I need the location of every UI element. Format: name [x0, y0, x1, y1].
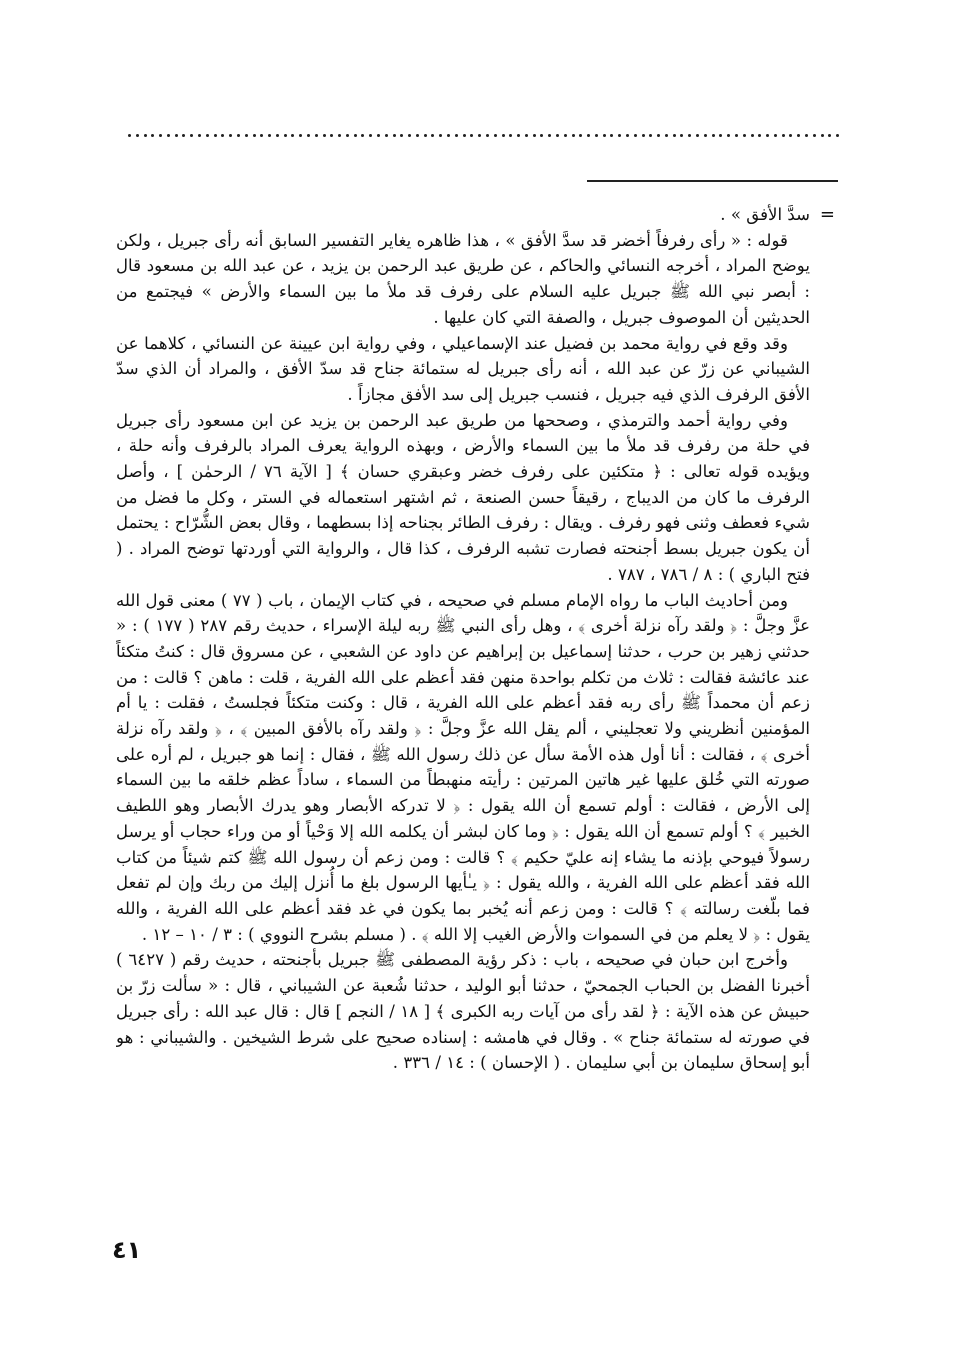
dot [766, 134, 769, 137]
dot [525, 134, 528, 137]
dot [587, 134, 590, 137]
dot [470, 134, 473, 137]
dot [712, 134, 715, 137]
dot [338, 134, 341, 137]
dot [758, 134, 761, 137]
dot [603, 134, 606, 137]
dot [618, 134, 621, 137]
dot [610, 134, 613, 137]
dot [346, 134, 349, 137]
dot [836, 134, 839, 137]
footnote-rule [587, 180, 838, 182]
dot [455, 134, 458, 137]
paragraph: وأخرج ابن حبان في صحيحه ، باب : ذكر رؤية المصطفى ﷺ جبريل بأجنحته ، حديث رقم ( ٦٤٢٧ ) أخبرنا الفضل بن الحباب الجمحيّ ، حدثنا أبو الوليد ، حدثنا شُعبة عن الشيباني ، قال : « سألت زرّ بن حبيش عن هذه الآية : ﴿ لقد رأى من آيات ربه الكبرى ﴾ [ ١٨ / النجم ] قال : قال عبد الله : رأى جبريل في صورته له ستمائة جناح » . وقال في هامشه : إسناده صحيح على شرط الشيخين . والشيباني : هو أبو إسحاق سليمان بن أبي سليمان . ( الإحسان ) : ١٤ / ٣٣٦ . [116, 950, 810, 1073]
paragraph: ومن أحاديث الباب ما رواه الإمام مسلم في صحيحه ، في كتاب الإيمان ، باب ( ٧٧ ) معنى قول الله عزَّ وجلَّ : ﴿ ولقد رآه نزلة أخرى ﴾ ، وهل رأى النبي ﷺ ربه ليلة الإسراء ، حديث رقم ٢٨٧ ( ١٧٧ ) : « حدثني زهير بن حرب ، حدثنا إسماعيل بن إبراهيم عن داود عن الشعبي ، عن مسروق قال : كنتُ متكئاً عند عائشة فقالت : ثلاث من تكلم بواحدة منهن فقد أعظم على الله الفرية ، قلت : ماهن ؟ قالت : من زعم أن محمداً ﷺ رأى ربه فقد أعظم على الله الفرية ، قال : وكنت متكئاً فجلستُ ، فقلت : يا أم المؤمنين أنظريني ولا تعجليني ، ألم يقل الله عزَّ وجلَّ : ﴿ ولقد رآه بالأفق المبين ﴾ ، ﴿ ولقد رآه نزلة أخرى ﴾ ، فقالت : أنا أول هذه الأمة سأل عن ذلك رسول الله ﷺ ، فقال : إنما هو جبريل ، لم أره على صورته التي خُلق عليها غير هاتين المرتين : رأيته منهبطاً من السماء ، ساداً عظم خلقه ما بين السماء إلى الأرض ، فقالت : أولم تسمع أن الله يقول : ﴿ لا تدركه الأبصار وهو يدرك الأبصار وهو اللطيف الخبير ﴾ ؟ أولم تسمع أن الله يقول : ﴿ وما كان لبشر أن يكلمه الله إلا وَحْياً أو من وراء حجاب أو يرسل رسولاً فيوحي بإذنه ما يشاء إنه عليّ حكيم ﴾ ؟ قالت : ومن زعم أن رسول الله ﷺ كتم شيئاً من كتاب الله فقد أعظم على الله الفرية ، والله يقول : ﴿ يـٰأيها الرسول بلغ ما أُنزل إليك من ربك وإن لم تفعل فما بلّغت رسالته ﴾ ؟ قالت : ومن زعم أنه يُخبر بما يكون في غد فقد أعظم على الله الفرية ، والله يقول : ﴿ لا يعلم من في السموات والأرض الغيب إلا الله ﴾ . ( مسلم بشرح النووي ) : ٣ / ١٠ – ١٢ . [116, 590, 810, 944]
dot [159, 134, 162, 137]
dot [751, 134, 754, 137]
dot [128, 134, 131, 137]
dot [424, 134, 427, 137]
dot [634, 134, 637, 137]
dot [502, 134, 505, 137]
dot [774, 134, 777, 137]
dot [564, 134, 567, 137]
dot [260, 134, 263, 137]
dot [237, 134, 240, 137]
continuation-marker: = [819, 204, 835, 225]
dot [517, 134, 520, 137]
dot [439, 134, 442, 137]
paragraph: وفي رواية أحمد والترمذي ، وصححها من طريق عبد الرحمن بن يزيد عن ابن مسعود رأى جبريل في حلة من رفرف قد ملأ ما بين السماء والأرض ، وبهذه الرواية يعرف المراد بالرفرف وأنه حلة ، ويؤيده قوله تعالى : ﴿ متكئين على رفرف خضر وعبقري حسان ﴾ [ الآية ٧٦ / الرحمٰن ] ، وأصل الرفرف ما كان من الديباج ، رقيقاً حسن الصنعة ، ثم اشتهر استعماله في الستر ، وكل ما فضل من شيء فعطف وثنى فهو رفرف . ويقال : رفرف الطائر بجناحه إذا بسطهما ، وقال بعض الشُّرّاح : يحتمل أن يكون جبريل بسط أجنحته فصارت تشبه الرفرف ، كذا قال ، والرواية التي أوردتها توضح المراد . ( فتح الباري ) : ٨ / ٧٨٦ ، ٧٨٧ . [116, 410, 810, 584]
footnote-text [116, 202, 810, 1212]
dot [579, 134, 582, 137]
dot [416, 134, 419, 137]
dot [307, 134, 310, 137]
dot [789, 134, 792, 137]
dot [268, 134, 271, 137]
dot [221, 134, 224, 137]
dot [805, 134, 808, 137]
dot [151, 134, 154, 137]
dot [642, 134, 645, 137]
dot [284, 134, 287, 137]
dot [533, 134, 536, 137]
dot [797, 134, 800, 137]
dot [315, 134, 318, 137]
dot [377, 134, 380, 137]
dot [214, 134, 217, 137]
dot [665, 134, 668, 137]
dot [727, 134, 730, 137]
dot [828, 134, 831, 137]
dot [657, 134, 660, 137]
dot [276, 134, 279, 137]
dot [431, 134, 434, 137]
dot [463, 134, 466, 137]
dot [548, 134, 551, 137]
dot [813, 134, 816, 137]
dot [354, 134, 357, 137]
dot [743, 134, 746, 137]
dot [393, 134, 396, 137]
dot [680, 134, 683, 137]
dot [572, 134, 575, 137]
dot [330, 134, 333, 137]
dot [182, 134, 185, 137]
dot [540, 134, 543, 137]
dot [704, 134, 707, 137]
dot [175, 134, 178, 137]
dot [673, 134, 676, 137]
paragraph: قوله : « رأى رفرفاً أخضر قد سدَّ الأفق » ، هذا ظاهره يغاير التفسير السابق أنه رأى جبريل ، ولكن يوضح المراد ، أخرجه النسائي والحاكم ، عن طريق عبد الرحمن بن يزيد ، عن عبد الله بن مسعود قال : أبصر نبي الله ﷺ جبريل عليه السلام على رفرف قد ملأ ما بين السماء والأرض » فيجتمع من الحديثين أن الموصوف جبريل ، والصفة التي كان عليها . [116, 230, 810, 327]
dot [509, 134, 512, 137]
dot [167, 134, 170, 137]
dot [595, 134, 598, 137]
dot [556, 134, 559, 137]
dot [323, 134, 326, 137]
dot [494, 134, 497, 137]
dot [144, 134, 147, 137]
dot [198, 134, 201, 137]
dot [291, 134, 294, 137]
dot [486, 134, 489, 137]
dot [299, 134, 302, 137]
dot [719, 134, 722, 137]
dot [361, 134, 364, 137]
dot [649, 134, 652, 137]
dotted-separator [128, 128, 840, 142]
dot [735, 134, 738, 137]
dot [478, 134, 481, 137]
dot [206, 134, 209, 137]
dot [190, 134, 193, 137]
dot [369, 134, 372, 137]
dot [229, 134, 232, 137]
paragraph: وقد وقع في رواية محمد بن فضيل عند الإسماعيلي ، وفي رواية ابن عيينة عن النسائي ، كلاهما عن الشيباني عن زرّ عن عبد الله ، أنه رأى جبريل له ستمائة جناح قد سدّ الأفق ، والمراد أن الذي سدّ الأفق الرفرف الذي فيه جبريل ، فنسب جبريل إلى سد الأفق مجازاً . [116, 333, 810, 404]
dot [400, 134, 403, 137]
dot [385, 134, 388, 137]
dot [688, 134, 691, 137]
dot [626, 134, 629, 137]
dot [253, 134, 256, 137]
paragraph: سدَّ الأفق » . [720, 205, 810, 224]
dot [136, 134, 139, 137]
dot [447, 134, 450, 137]
dot [245, 134, 248, 137]
dot [408, 134, 411, 137]
dot [782, 134, 785, 137]
dot [696, 134, 699, 137]
page-number: ٤١ [112, 1236, 142, 1264]
dot [821, 134, 824, 137]
